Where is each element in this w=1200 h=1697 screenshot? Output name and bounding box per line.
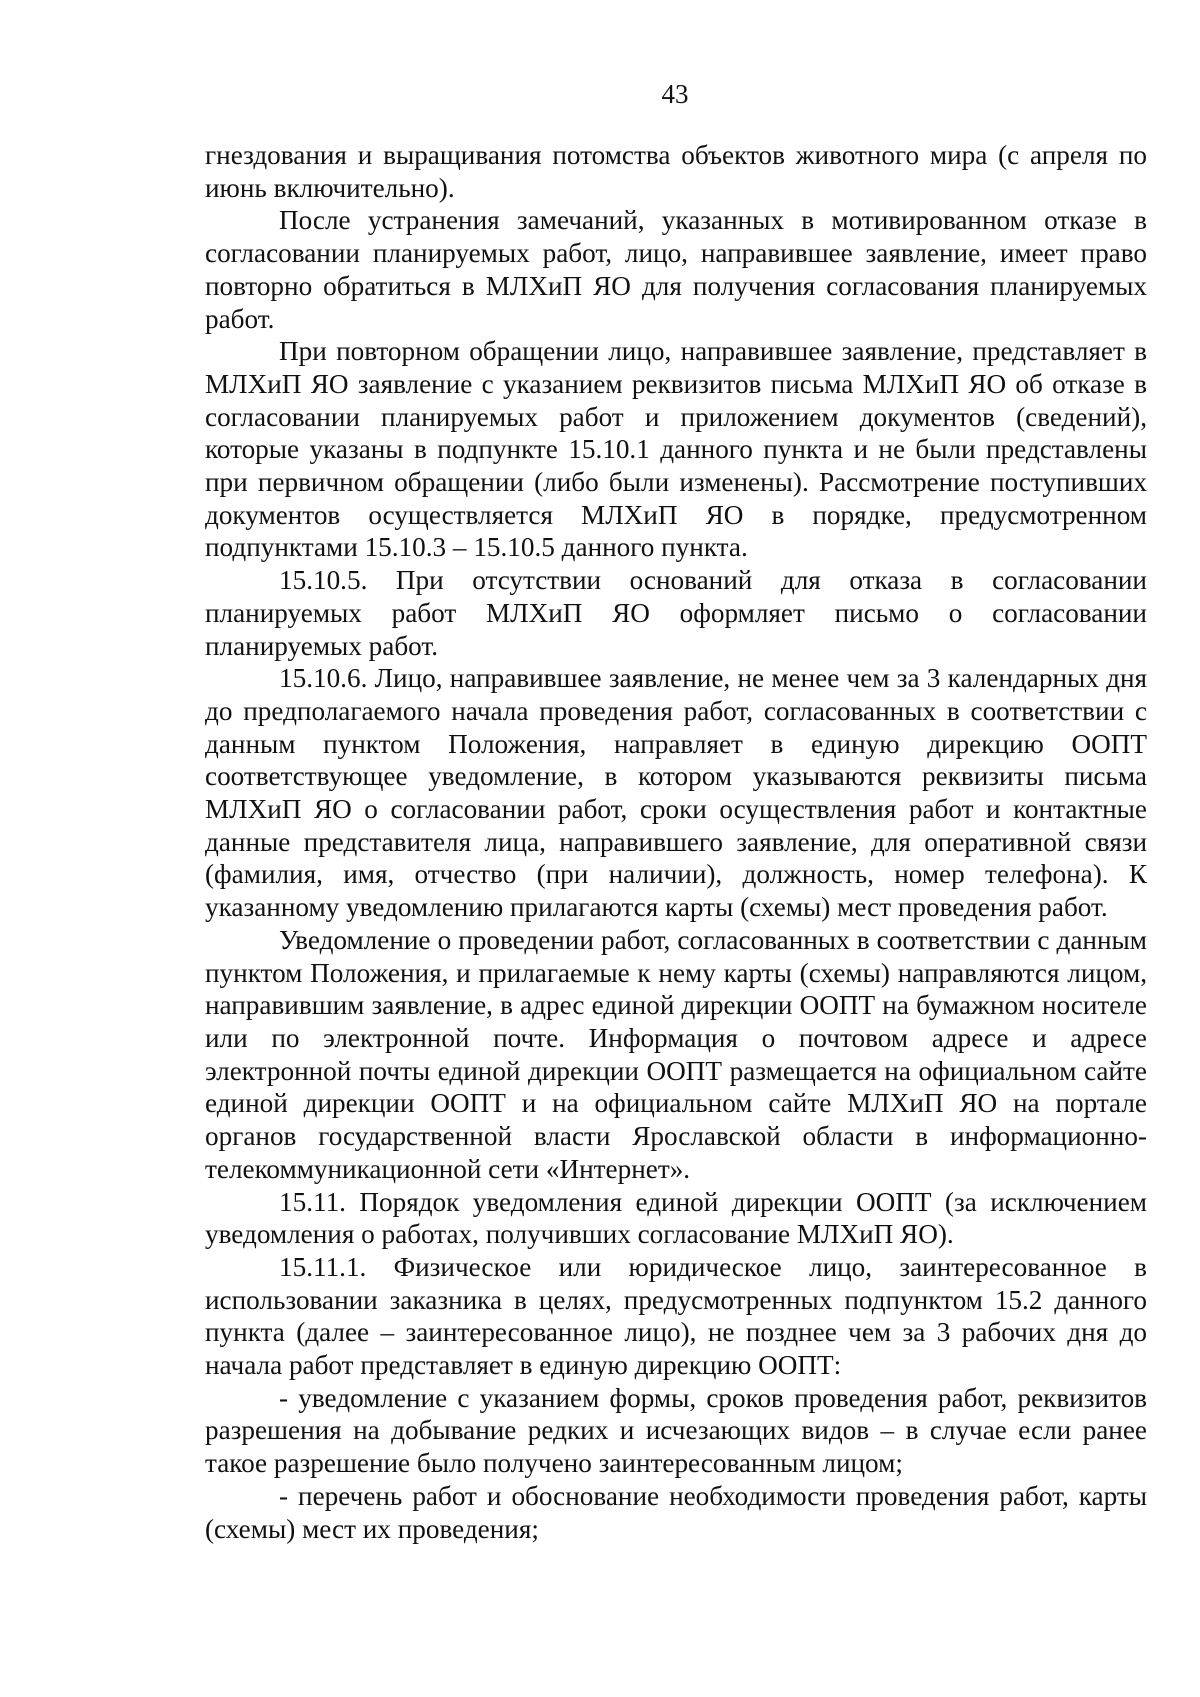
paragraph-notification-delivery: Уведомление о проведении работ, согласованных в соответствии с данным пунктом Положения, и прилагаемые к нему карты (схемы) направляются лицом, направившим заявление, в адрес единой дирекции ООПТ на бумажном носителе или по электронной почте. Информация о почтовом адресе и адресе электронной почты единой дирекции ООПТ размещается на официальном сайте единой дирекции ООПТ и на официальном сайте МЛХиП ЯО на портале органов государственной власти Ярославской области в информационно-телекоммуникационной сети «Интернет».	[205, 924, 1147, 1184]
paragraph-15-10-5: 15.10.5. При отсутствии оснований для отказа в согласовании планируемых работ МЛХиП ЯО оформляет письмо о согласовании планируемых работ.	[205, 565, 1147, 661]
paragraph-15-10-6: 15.10.6. Лицо, направившее заявление, не менее чем за 3 календарных дня до предполагаемого начала проведения работ, согласованных в соответствии с данным пунктом Положения, направляет в единую дирекцию ООПТ соответствующее уведомление, в котором указываются реквизиты письма МЛХиП ЯО о согласовании работ, сроки осуществления работ и контактные данные представителя лица, направившего заявление, для оперативной связи (фамилия, имя, отчество (при наличии), должность, номер телефона). К указанному уведомлению прилагаются карты (схемы) мест проведения работ.	[205, 663, 1147, 923]
paragraph-continuation: гнездования и выращивания потомства объектов животного мира (с апреля по июнь включительно).	[205, 140, 1147, 203]
page-number: 43	[661, 79, 689, 109]
paragraph-resubmission-right: После устранения замечаний, указанных в мотивированном отказе в согласовании планируемых работ, лицо, направившее заявление, имеет право повторно обратиться в МЛХиП ЯО для получения согласования планируемых работ.	[205, 205, 1147, 334]
paragraph-15-11-1: 15.11.1. Физическое или юридическое лицо, заинтересованное в использовании заказника в целях, предусмотренных подпунктом 15.2 данного пункта (далее – заинтересованное лицо), не позднее чем за 3 рабочих дня до начала работ представляет в единую дирекцию ООПТ:	[205, 1251, 1147, 1381]
paragraph-15-11: 15.11. Порядок уведомления единой дирекции ООПТ (за исключением уведомления о работах, получивших согласование МЛХиП ЯО).	[205, 1186, 1147, 1250]
paragraph-repeat-application: При повторном обращении лицо, направившее заявление, представляет в МЛХиП ЯО заявление с указанием реквизитов письма МЛХиП ЯО об отказе в согласовании планируемых работ и приложением документов (сведений), которые указаны в подпункте 15.10.1 данного пункта и не были представлены при первичном обращении (либо были изменены). Рассмотрение поступивших документов осуществляется МЛХиП ЯО в порядке, предусмотренном подпунктами 15.10.3 – 15.10.5 данного пункта.	[205, 336, 1147, 563]
document-body	[205, 139, 1147, 1545]
list-item-works-list: - перечень работ и обоснование необходимости проведения работ, карты (схемы) мест их проведения;	[205, 1480, 1147, 1544]
list-item-notification: - уведомление с указанием формы, сроков проведения работ, реквизитов разрешения на добывание редких и исчезающих видов – в случае если ранее такое разрешение было получено заинтересованным лицом;	[205, 1382, 1147, 1479]
